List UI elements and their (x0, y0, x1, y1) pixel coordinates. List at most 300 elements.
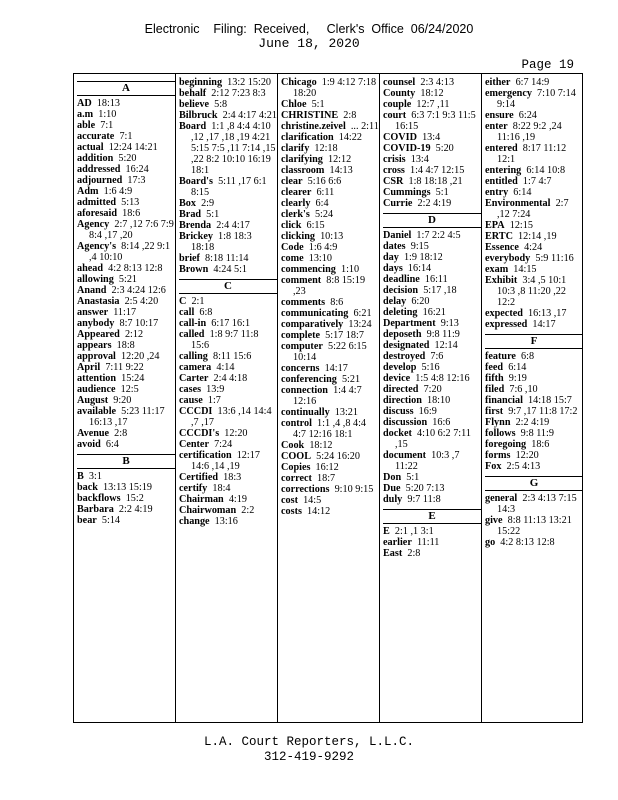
index-word: costs (281, 506, 302, 517)
index-entry (281, 308, 379, 319)
index-word: clearly (281, 198, 311, 209)
index-word: Exhibit (485, 275, 518, 286)
index-word: attention (77, 373, 117, 384)
index-refs: 6:3 7:1 9:3 11:5 16:15 (395, 110, 476, 132)
index-word: ahead (77, 263, 104, 274)
index-word: financial (485, 395, 523, 406)
index-word: Due (383, 483, 401, 494)
index-word: called (179, 329, 205, 340)
index-refs: 8:14 ,22 9:1 ,4 10:10 (89, 241, 171, 263)
index-entry (383, 395, 481, 406)
index-entry (383, 110, 481, 132)
index-refs: 4:19 (228, 494, 247, 505)
index-word: computer (281, 341, 323, 352)
index-entry (77, 274, 175, 285)
index-entry (281, 165, 379, 176)
index-refs: 14:22 (338, 132, 362, 143)
index-refs: 7:10 7:14 9:14 (497, 88, 576, 110)
index-refs: 9:8 11:9 (520, 428, 554, 439)
index-word: Carter (179, 373, 209, 384)
index-entry (383, 198, 481, 209)
index-refs: 6:14 (508, 362, 527, 373)
index-entry (281, 330, 379, 341)
index-refs: ... 2:11 (350, 121, 379, 132)
index-refs: 16:11 (424, 274, 448, 285)
index-entry (77, 471, 175, 482)
index-word: admitted (77, 197, 117, 208)
index-word: follows (485, 428, 516, 439)
index-refs: 18:6 (531, 439, 550, 450)
index-refs: 1:5 4:8 12:16 (415, 373, 470, 384)
index-refs: 2:8 (114, 428, 128, 439)
index-word: comparatively (281, 319, 344, 330)
index-word: deadline (383, 274, 420, 285)
index-word: avoid (77, 439, 101, 450)
index-entry (281, 473, 379, 484)
index-refs: 6:15 (306, 220, 325, 231)
index-word: cross (383, 165, 405, 176)
index-refs: 4:24 5:1 (213, 264, 248, 275)
index-word: April (77, 362, 101, 373)
index-word: E (383, 526, 390, 537)
index-word: click (281, 220, 302, 231)
index-word: emergency (485, 88, 532, 99)
index-refs: 1:10 (98, 109, 117, 120)
index-refs: 1:8 9:7 11:8 15:6 (191, 329, 259, 351)
index-entry (77, 307, 175, 318)
transcript-date: June 18, 2020 (258, 36, 360, 51)
index-refs: 1:4 4:7 12:16 (293, 385, 362, 407)
index-refs: 1:4 4:7 12:15 (409, 165, 465, 176)
index-entry (179, 450, 277, 472)
index-entry (281, 440, 379, 451)
index-entry (485, 351, 583, 362)
index-entry (77, 428, 175, 439)
index-entry (179, 351, 277, 362)
index-word: Cook (281, 440, 305, 451)
index-word: Barbara (77, 504, 114, 515)
index-entry (485, 384, 583, 395)
index-entry (281, 495, 379, 506)
index-word: court (383, 110, 407, 121)
index-refs: 12:7 ,11 (416, 99, 450, 110)
index-entry (281, 110, 379, 121)
index-refs: 14:17 (324, 363, 348, 374)
index-word: filed (485, 384, 505, 395)
index-word: concerns (281, 363, 320, 374)
index-word: Brown (179, 264, 209, 275)
index-entry (77, 384, 175, 395)
index-word: Agency (77, 219, 110, 230)
column-divider (481, 74, 482, 722)
index-refs: 1:8 18:18 ,21 (408, 176, 463, 187)
index-refs: 14:12 (307, 506, 331, 517)
index-refs: 13:4 (410, 154, 429, 165)
index-word: clarification (281, 132, 334, 143)
index-entry (77, 406, 175, 428)
index-word: Appeared (77, 329, 120, 340)
index-refs: 7:6 (430, 351, 444, 362)
index-word: C (179, 296, 187, 307)
index-entry (77, 351, 175, 362)
index-refs: 6:11 (316, 187, 335, 198)
index-word: day (383, 252, 399, 263)
index-entry (77, 296, 175, 307)
index-entry (383, 373, 481, 384)
index-word: classroom (281, 165, 325, 176)
index-word: Brad (179, 209, 202, 220)
index-entry (383, 143, 481, 154)
index-entry (485, 110, 583, 121)
index-word: discussion (383, 417, 428, 428)
index-entry (383, 176, 481, 187)
index-entry (179, 395, 277, 406)
index-entry (281, 319, 379, 330)
index-refs: 1:9 18:12 (403, 252, 443, 263)
index-word: COVID-19 (383, 143, 431, 154)
index-entry (383, 241, 481, 252)
index-refs: 5:17 18:7 (325, 330, 364, 341)
index-entry (281, 462, 379, 473)
index-entry (179, 384, 277, 395)
index-refs: 14:17 (532, 319, 556, 330)
index-entry (485, 417, 583, 428)
index-refs: 8:17 11:12 12:1 (497, 143, 567, 165)
index-word: correct (281, 473, 312, 484)
index-entry (179, 318, 277, 329)
index-entry (383, 548, 481, 559)
index-word: entered (485, 143, 518, 154)
index-word: first (485, 406, 504, 417)
index-refs: 18:13 (96, 98, 121, 109)
index-entry (383, 483, 481, 494)
index-refs: 15:2 (125, 493, 144, 504)
index-refs: 5:24 16:20 (316, 451, 360, 462)
index-refs: 2:1 (191, 296, 205, 307)
index-entry (281, 231, 379, 242)
index-refs: 16:24 (125, 164, 149, 175)
index-refs: 8:8 11:13 13:21 15:22 (497, 515, 572, 537)
index-entry (77, 175, 175, 186)
index-word: entering (485, 165, 522, 176)
index-entry (281, 418, 379, 440)
index-refs: 9:7 11:8 (407, 494, 441, 505)
index-refs: 18:6 (122, 208, 141, 219)
index-word: appears (77, 340, 112, 351)
index-refs: 1:1 ,8 4:4 4:10 ,12 ,17 ,18 ,19 4:21 5:15 7:5 ,11 7:14 ,15 ,22 8:2 10:10 16:19 18:1 (191, 121, 276, 176)
index-word: comment (281, 275, 322, 286)
index-word: certify (179, 483, 208, 494)
index-entry (281, 198, 379, 209)
index-word: EPA (485, 220, 505, 231)
index-entry (179, 406, 277, 428)
index-word: County (383, 88, 416, 99)
index-refs: 2:7 ,12 7:6 7:9 8:4 ,17 ,20 (89, 219, 174, 241)
index-entry (77, 395, 175, 406)
index-entry (281, 484, 379, 495)
index-word: clear (281, 176, 303, 187)
index-entry (179, 329, 277, 351)
index-word: Box (179, 198, 196, 209)
index-refs: 2:3 4:13 (420, 77, 455, 88)
index-entry (77, 362, 175, 373)
index-entry (77, 482, 175, 493)
index-word: continually (281, 407, 330, 418)
index-word: August (77, 395, 109, 406)
index-word: entry (485, 187, 509, 198)
index-word: addressed (77, 164, 121, 175)
index-entry (383, 428, 481, 450)
index-entry (77, 515, 175, 526)
index-refs: 1:10 (340, 264, 360, 275)
filing-header: Electronic Filing: Received, Clerk's Office 06/24/2020 (144, 22, 474, 36)
index-refs: 4:24 (524, 242, 543, 253)
index-word: Copies (281, 462, 311, 473)
index-word: commencing (281, 264, 336, 275)
index-word: earlier (383, 537, 412, 548)
index-entry (383, 307, 481, 318)
index-entry (179, 99, 277, 110)
index-entry (383, 526, 481, 537)
index-word: control (281, 418, 312, 429)
index-entry (179, 110, 277, 121)
index-refs: 1:1 ,4 ,8 4:4 4:7 12:16 18:1 (293, 418, 366, 440)
index-entry (281, 187, 379, 198)
index-word: call (179, 307, 195, 318)
index-refs: 4:2 8:13 12:8 (500, 537, 555, 548)
index-word: Center (179, 439, 209, 450)
section-letter: B (77, 454, 175, 469)
index-word: device (383, 373, 411, 384)
index-word: either (485, 77, 511, 88)
index-word: Currie (383, 198, 413, 209)
index-entry (77, 504, 175, 515)
index-entry (179, 231, 277, 253)
index-refs: 16:12 (315, 462, 339, 473)
index-refs: 6:8 (199, 307, 213, 318)
index-word: designated (383, 340, 430, 351)
index-entry (179, 307, 277, 318)
index-entry (179, 483, 277, 494)
index-entry (485, 515, 583, 537)
index-refs: 2:5 4:20 (124, 296, 159, 307)
index-refs: 2:9 (201, 198, 215, 209)
index-word: communicating (281, 308, 349, 319)
index-refs: 18:3 (223, 472, 242, 483)
index-word: Agency's (77, 241, 117, 252)
index-refs: 6:7 14:9 (515, 77, 550, 88)
index-entry (383, 230, 481, 241)
index-word: comments (281, 297, 326, 308)
index-word: couple (383, 99, 412, 110)
index-refs: 5:22 6:15 10:14 (293, 341, 367, 363)
index-entry (485, 395, 583, 406)
index-refs: 13:21 (334, 407, 358, 418)
index-refs: 13:6 ,14 14:4 ,7 ,17 (191, 406, 272, 428)
index-word: East (383, 548, 403, 559)
index-word: destroyed (383, 351, 426, 362)
index-word: camera (179, 362, 212, 373)
index-word: back (77, 482, 98, 493)
index-entry (485, 231, 583, 242)
index-word: cases (179, 384, 202, 395)
index-word: ERTC (485, 231, 513, 242)
index-refs: 5:16 (421, 362, 440, 373)
index-entry (179, 494, 277, 505)
index-refs: 18:10 (426, 395, 451, 406)
index-entry (179, 472, 277, 483)
index-entry (383, 285, 481, 296)
index-entry (383, 88, 481, 99)
index-entry (383, 417, 481, 428)
index-refs: 14:18 15:7 (528, 395, 572, 406)
index-refs: 2:8 (343, 110, 357, 121)
index-refs: 13:13 15:19 (103, 482, 153, 493)
index-refs: 5:1 (311, 99, 325, 110)
index-refs: 8:11 15:6 (212, 351, 252, 362)
index-entry (179, 198, 277, 209)
index-entry (281, 363, 379, 374)
index-entry (485, 537, 583, 548)
index-refs: 5:11 ,17 6:1 8:15 (191, 176, 267, 198)
index-word: Chloe (281, 99, 307, 110)
index-refs: 8:18 11:14 (205, 253, 249, 264)
section-letter: G (485, 476, 583, 491)
index-entry (383, 537, 481, 548)
column-divider (175, 74, 176, 722)
index-word: Flynn (485, 417, 511, 428)
index-entry (77, 120, 175, 131)
index-entry (383, 274, 481, 285)
index-entry (179, 428, 277, 439)
index-entry (485, 121, 583, 143)
index-word: anybody (77, 318, 115, 329)
index-entry (179, 209, 277, 220)
index-refs: 13:4 (422, 132, 441, 143)
index-word: delay (383, 296, 407, 307)
index-entry (179, 121, 277, 176)
index-refs: 1:7 2:2 4:5 (416, 230, 461, 241)
index-refs: 18:12 (420, 88, 444, 99)
index-refs: 8:8 15:19 ,23 (293, 275, 366, 297)
index-word: backflows (77, 493, 121, 504)
index-word: CHRISTINE (281, 110, 339, 121)
index-entry (383, 494, 481, 505)
index-refs: 14:15 (513, 264, 537, 275)
index-word: cause (179, 395, 203, 406)
index-entry (179, 373, 277, 384)
index-entry (281, 385, 379, 407)
index-entry (383, 450, 481, 472)
index-entry (179, 77, 277, 88)
index-word: beginning (179, 77, 223, 88)
index-word: clarify (281, 143, 310, 154)
index-word: Avenue (77, 428, 110, 439)
index-word: clearer (281, 187, 312, 198)
index-refs: 7:6 ,10 (509, 384, 538, 395)
index-word: COOL (281, 451, 312, 462)
index-entry (383, 132, 481, 143)
index-word: discuss (383, 406, 414, 417)
index-refs: 9:20 (113, 395, 132, 406)
index-word: available (77, 406, 117, 417)
index-word: addition (77, 153, 114, 164)
index-word: feed (485, 362, 504, 373)
index-entry (383, 263, 481, 274)
index-refs: 2:2 4:19 (118, 504, 153, 515)
index-entry (485, 253, 583, 264)
index-refs: 12:24 14:21 (108, 142, 158, 153)
index-word: Essence (485, 242, 519, 253)
index-word: Chairwoman (179, 505, 237, 516)
index-entry (77, 219, 175, 241)
index-entry (383, 296, 481, 307)
index-word: duly (383, 494, 403, 505)
index-refs: 1:8 18:3 18:18 (191, 231, 252, 253)
word-index-frame (73, 73, 583, 723)
index-refs: 4:10 6:2 7:11 ,15 (395, 428, 471, 450)
index-entry (383, 472, 481, 483)
index-word: Chicago (281, 77, 317, 88)
index-word: foregoing (485, 439, 527, 450)
index-entry (281, 451, 379, 462)
index-entry (179, 253, 277, 264)
index-word: enter (485, 121, 508, 132)
index-refs: 14:13 (329, 165, 353, 176)
index-entry (485, 373, 583, 384)
index-refs: 2:2 4:19 (417, 198, 452, 209)
index-entry (179, 88, 277, 99)
section-letter: C (179, 279, 277, 294)
index-word: approval (77, 351, 116, 362)
index-entry (281, 99, 379, 110)
index-refs: 2:4 4:17 (216, 220, 250, 231)
index-entry (383, 252, 481, 263)
index-refs: 14:5 (303, 495, 322, 506)
index-entry (383, 99, 481, 110)
index-word: actual (77, 142, 104, 153)
index-entry (281, 154, 379, 165)
index-word: christine.zeivel (281, 121, 346, 132)
index-refs: 11:17 (113, 307, 137, 318)
index-refs: 18:7 (317, 473, 336, 484)
index-refs: 6:14 10:8 (526, 165, 566, 176)
index-refs: 1:6 4:9 (103, 186, 133, 197)
index-refs: 12:5 (120, 384, 139, 395)
index-refs: 2:3 4:24 12:6 (111, 285, 166, 296)
index-refs: 12:20 ,24 (120, 351, 160, 362)
index-entry (485, 77, 583, 88)
index-refs: 13:16 (214, 516, 238, 527)
index-refs: 12:14 ,19 (518, 231, 557, 242)
index-refs: 18:12 (309, 440, 333, 451)
footer-company: L.A. Court Reporters, L.L.C. (203, 735, 415, 749)
index-refs: 2:4 4:18 (213, 373, 248, 384)
index-refs: 7:11 9:22 (105, 362, 144, 373)
index-entry (179, 439, 277, 450)
index-entry (77, 439, 175, 450)
index-refs: 5:16 6:6 (307, 176, 342, 187)
index-refs: 8:6 (330, 297, 344, 308)
index-word: Bilbruck (179, 110, 218, 121)
index-word: Fox (485, 461, 502, 472)
index-word: develop (383, 362, 417, 373)
index-entry (281, 176, 379, 187)
index-refs: 1:6 4:9 (308, 242, 338, 253)
index-entry (485, 88, 583, 110)
index-entry (485, 406, 583, 417)
index-entry (383, 187, 481, 198)
